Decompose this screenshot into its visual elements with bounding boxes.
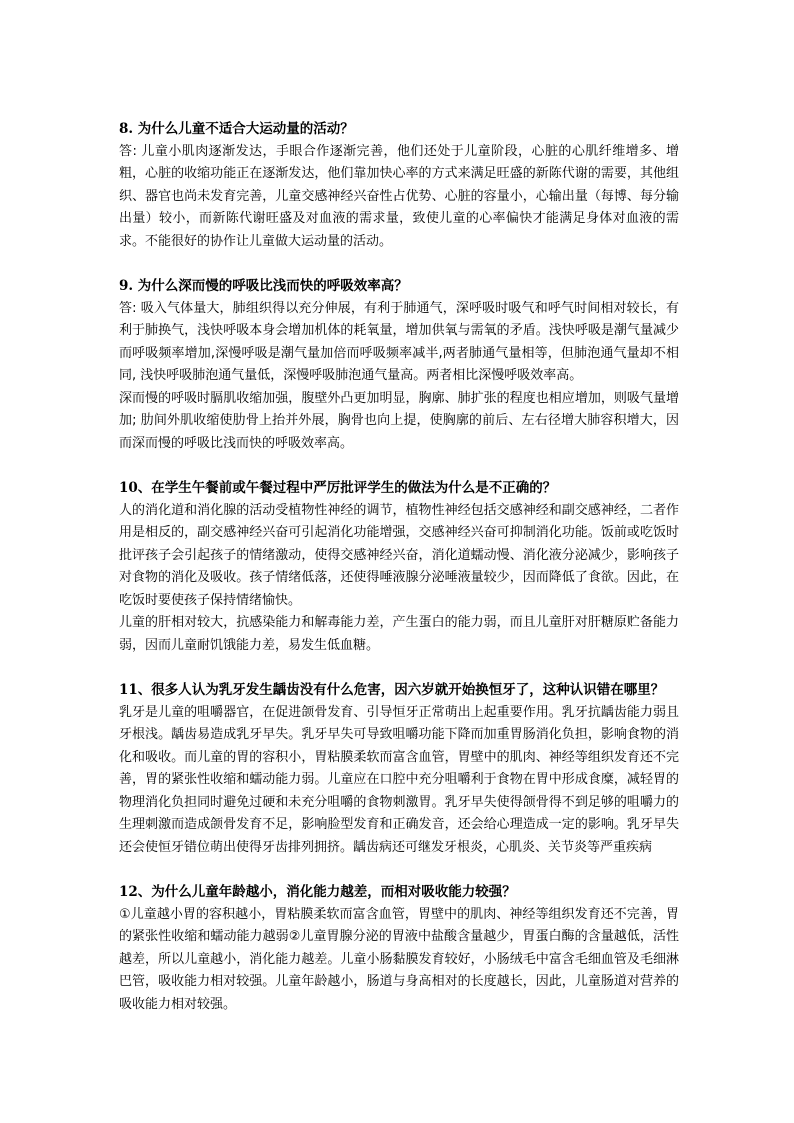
question-11-section [119,679,679,859]
question-10-answer-extra: 儿童的肝相对较大，抗感染能力和解毒能力差，产生蛋白的能力弱，而且儿童肝对肝糖原贮备能力弱，因而儿童耐饥饿能力差，易发生低血糖。 [119,615,679,653]
question-9-section [119,275,679,455]
question-12-title: 12、为什么儿童年龄越小，消化能力越差，而相对吸收能力较强？ [119,884,516,900]
question-12-answer: ①儿童越小胃的容积越小，胃粘膜柔软而富含血管，胃壁中的肌肉、神经等组织发育还不完善，胃的紧张性收缩和蠕动能力越弱②儿童胃腺分泌的胃液中盐酸含量越少，胃蛋白酶的含量越低，活性越差，所以儿童越小，消化能力越差。儿童小肠黏膜发育较好，小肠绒毛中富含毛细血管及毛细淋巴管，吸收能力相对较强。儿童年龄越小，肠道与身高相对的长度越长，因此，儿童肠道对营养的吸收能力相对较强。 [119,906,679,1012]
question-10-section [119,477,679,657]
question-11-answer: 乳牙是儿童的咀嚼器官，在促进颌骨发育、引导恒牙正常萌出上起重要作用。乳牙抗龋齿能力弱且牙根浅。龋齿易造成乳牙早失。乳牙早失可导致咀嚼功能下降而加重胃肠消化负担，影响食物的消化和吸收。而儿童的胃的容积小，胃粘膜柔软而富含血管，胃壁中的肌肉、神经等组织发育还不完善，胃的紧张性收缩和蠕动能力弱。儿童应在口腔中充分咀嚼利于食物在胃中形成食糜，减轻胃的物理消化负担同时避免过硬和未充分咀嚼的食物刺激胃。乳牙早失使得颌骨得不到足够的咀嚼力的生理刺激而造成颌骨发育不足，影响脸型发育和正确发音，还会给心理造成一定的影响。乳牙早失还会使恒牙错位萌出使得牙齿排列拥挤。龋齿病还可继发牙根炎，心肌炎、关节炎等严重疾病 [119,704,679,855]
question-8-title: 8. 为什么儿童不适合大运动量的活动？ [119,121,354,137]
question-9-answer: 答: 吸入气体量大，肺组织得以充分伸展，有利于肺通气，深呼吸时吸气和呼气时间相对较长，有利于肺换气，浅快呼吸本身会增加机体的耗氧量，增加供氧与需氧的矛盾。浅快呼吸是潮气量减少而呼吸频率增加,深慢呼吸是潮气量加倍而呼吸频率减半,两者肺通气量相等，但肺泡通气量却不相同, 浅快呼吸肺泡通气量低，深慢呼吸肺泡通气量高。两者相比深慢呼吸效率高。 [119,300,679,383]
question-12-section [119,881,679,1016]
document-page [119,118,679,1038]
question-11-title: 11、很多人认为乳牙发生龋齿没有什么危害，因六岁就开始换恒牙了，这种认识错在哪里？ [119,682,665,698]
question-10-title: 10、在学生午餐前或午餐过程中严厉批评学生的做法为什么是不正确的？ [119,480,557,496]
question-8-section [119,118,679,253]
question-8-answer: 答: 儿童小肌肉逐渐发达，手眼合作逐渐完善，他们还处于儿童阶段，心脏的心肌纤维增多、增粗，心脏的收缩功能正在逐渐发达，他们靠加快心率的方式来满足旺盛的新陈代谢的需要，其他组织、器官也尚未发育完善，儿童交感神经兴奋性占优势、心脏的容量小，心输出量（每博、每分输出量）较小，而新陈代谢旺盛及对血液的需求量，致使儿童的心率偏快才能满足身体对血液的需求。不能很好的协作让儿童做大运动量的活动。 [119,143,679,249]
question-9-title: 9. 为什么深而慢的呼吸比浅而快的呼吸效率高？ [119,278,408,294]
question-9-answer-extra: 深而慢的呼吸时膈肌收缩加强，腹壁外凸更加明显，胸廓、肺扩张的程度也相应增加，则吸气量增加; 肋间外肌收缩使肋骨上抬并外展，胸骨也向上提，使胸廓的前后、左右径增大肺容积增大，因而深而慢的呼吸比浅而快的呼吸效率高。 [119,390,679,451]
question-10-answer: 人的消化道和消化腺的活动受植物性神经的调节，植物性神经包括交感神经和副交感神经，二者作用是相反的，副交感神经兴奋可引起消化功能增强，交感神经兴奋可抑制消化功能。饭前或吃饭时批评孩子会引起孩子的情绪激动，使得交感神经兴奋，消化道蠕动慢、消化液分泌减少，影响孩子对食物的消化及吸收。孩子情绪低落，还使得唾液腺分泌唾液量较少，因而降低了食欲。因此，在吃饭时要使孩子保持情绪愉快。 [119,502,679,608]
